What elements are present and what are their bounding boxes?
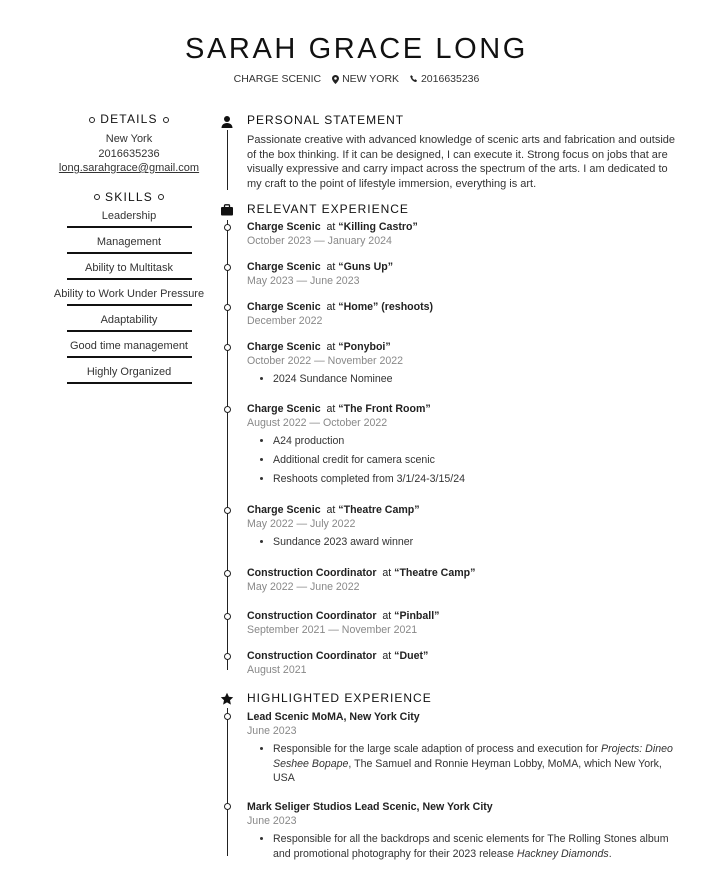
timeline-node [224,507,231,514]
job-entry [247,403,677,491]
skill-bar [67,278,192,280]
bullet-item: • Reshoots completed from 3/1/24-3/15/24 [273,472,677,487]
skill-bar [67,382,192,384]
job-date: December 2022 [247,315,323,327]
job-title-line: Construction Coordinator at “Duet” [247,650,429,662]
person-icon [220,115,234,129]
sidebar [48,112,210,390]
job-bullets [247,434,677,487]
timeline-node [224,304,231,311]
job-date: June 2023 [247,725,297,737]
job-date: May 2023 — June 2023 [247,275,360,287]
section-heading: PERSONAL STATEMENT [247,113,405,127]
details-phone: 2016635236 [98,147,160,160]
skill-item: Highly Organized [86,365,172,378]
skill-item: Management [96,235,162,248]
job-date: June 2023 [247,815,297,827]
contact-line [0,73,713,85]
circle-icon [94,194,100,200]
skill-item: Ability to Multitask [84,261,174,274]
section-heading: HIGHLIGHTED EXPERIENCE [247,691,432,705]
job-title-line: Charge Scenic at “The Front Room” [247,403,431,415]
phone [410,73,479,85]
skill-item: Leadership [101,209,157,222]
job-entry [247,301,677,327]
job-date: May 2022 — July 2022 [247,518,356,530]
details-city: New York [105,133,153,145]
job-title: CHARGE SCENIC [233,73,322,85]
phone-icon [410,75,418,83]
timeline-node [224,713,231,720]
timeline-node [224,406,231,413]
bullet-item: • 2024 Sundance Nominee [273,372,677,387]
timeline-node [224,653,231,660]
timeline-node [224,570,231,577]
timeline-node [224,224,231,231]
bullet-item: • Responsible for the large scale adaption of process and execution for Projects: Dineo Seshee Bopape, The Samuel and Ronnie Heyman Lobby, MoMA, which New York, USA [273,742,677,786]
bullet-item: • Additional credit for camera scenic [273,453,677,468]
skill-bar [67,252,192,254]
details-heading: DETAILS [48,112,210,126]
job-entry [247,567,677,593]
job-date: August 2022 — October 2022 [247,417,388,429]
skills-section [48,190,210,384]
location-text: NEW YORK [342,73,400,85]
job-title-line: Charge Scenic at “Killing Castro” [247,221,418,233]
job-title-line: Construction Coordinator at “Theatre Camp” [247,567,476,579]
job-bullets [247,535,677,550]
timeline-line [227,708,228,856]
job-date: May 2022 — June 2022 [247,581,360,593]
job-entry [247,221,677,247]
bullet-item: • Sundance 2023 award winner [273,535,677,550]
bullet-item: • A24 production [273,434,677,449]
job-entry [247,650,677,676]
timeline-node [224,344,231,351]
job-bullets [247,742,677,786]
bullet-item: • Responsible for all the backdrops and scenic elements for The Rolling Stones album and promotional photography for their 2023 release Hackney Diamonds. [273,832,677,861]
skill-bar [67,226,192,228]
job-title-line: Charge Scenic at “Guns Up” [247,261,394,273]
job-entry [247,504,677,554]
skill-item: Adaptability [100,313,158,326]
skill-item: Ability to Work Under Pressure [53,287,205,300]
timeline-node [224,264,231,271]
timeline-line [227,130,228,190]
circle-icon [89,117,95,123]
briefcase-icon [220,203,234,217]
star-icon [220,692,234,706]
skill-bar [67,304,192,306]
location-pin-icon [332,75,339,84]
job-entry [247,341,677,391]
job-bullets [247,832,677,861]
timeline-node [224,613,231,620]
job-date: September 2021 — November 2021 [247,624,418,636]
location [332,73,399,85]
statement-text: Passionate creative with advanced knowledge of scenic arts and fabrication and outside of the box thinking. If it can be designed, I can execute it. Strong focus on jobs that are visually expressive and carry impact across the spectrum of the arts. I am dedicated to my craft to the point of lifestyle immersion, everything is art. [247,134,676,190]
job-entry [247,261,677,287]
resume-name: SARAH GRACE LONG [185,33,528,65]
skill-item: Good time management [69,339,188,352]
highlight-title: Lead Scenic MoMA, New York City [247,711,420,723]
job-bullets [247,372,677,387]
highlight-title: Mark Seliger Studios Lead Scenic, New York City [247,801,493,813]
skills-heading: SKILLS [48,190,210,204]
job-date: October 2022 — November 2022 [247,355,404,367]
circle-icon [158,194,164,200]
phone-text: 2016635236 [420,73,480,85]
skill-bar [67,356,192,358]
highlight-entry [247,801,677,866]
circle-icon [163,117,169,123]
job-title-line: Charge Scenic at “Ponyboi” [247,341,391,353]
job-title-line: Charge Scenic at “Home” (reshoots) [247,301,434,313]
job-title-line: Charge Scenic at “Theatre Camp” [247,504,420,516]
highlight-entry [247,711,677,790]
job-entry [247,610,677,636]
timeline-line [227,220,228,670]
personal-statement [247,113,677,191]
job-date: August 2021 [247,664,307,676]
timeline-node [224,803,231,810]
section-heading: RELEVANT EXPERIENCE [247,202,409,216]
skill-bar [67,330,192,332]
job-date: October 2023 — January 2024 [247,235,392,247]
job-title-line: Construction Coordinator at “Pinball” [247,610,440,622]
details-email[interactable]: long.sarahgrace@gmail.com [58,162,200,174]
